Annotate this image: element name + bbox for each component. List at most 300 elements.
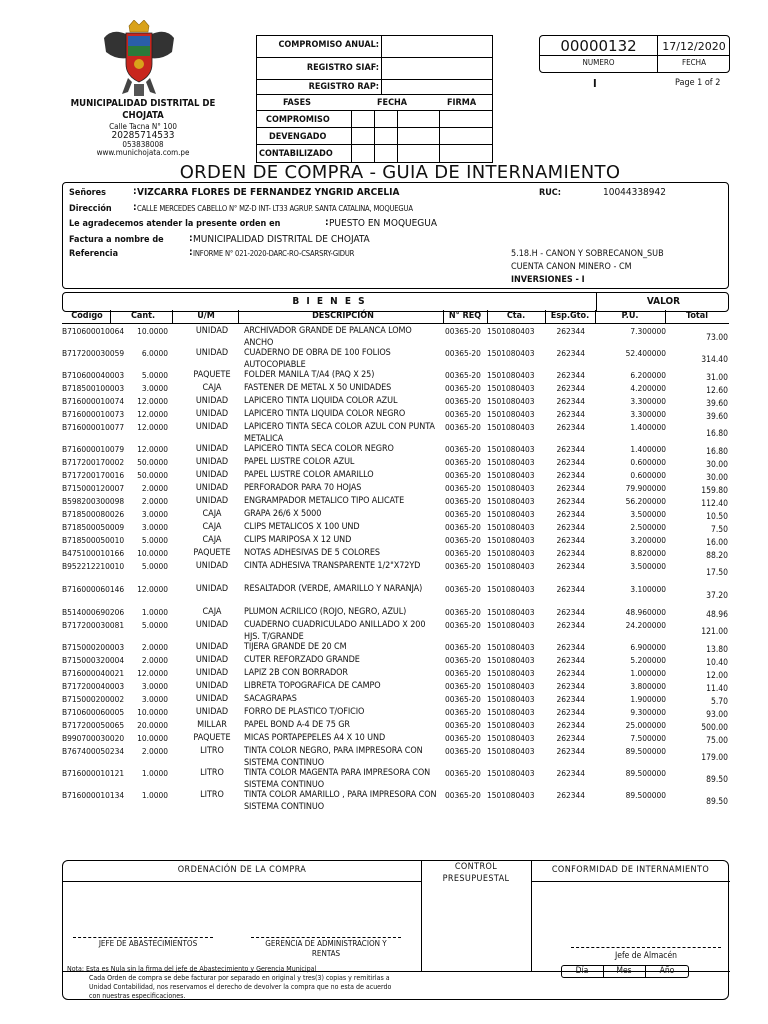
item-total: 75.00 — [706, 736, 728, 746]
item-unit: UNIDAD — [195, 668, 229, 678]
item-account: 1501080403 — [487, 768, 535, 778]
municipality-coat-of-arms — [98, 20, 180, 100]
item-description: PAPEL LUSTRE COLOR AMARILLO — [244, 470, 374, 480]
item-code: B716000010073 — [62, 409, 125, 419]
item-code: B514000690206 — [62, 607, 125, 617]
item-expense-code: 262344 — [556, 496, 585, 506]
item-code: B475100010166 — [62, 548, 125, 558]
item-quantity: 6.0000 — [141, 348, 168, 358]
item-code: B715000200002 — [62, 694, 125, 704]
item-unit-price: 3.300000 — [630, 396, 666, 406]
series-roman: I — [593, 77, 597, 90]
reference: INFORME N° 021-2020-DARC-RO-CSARSRY-GIDUR — [193, 249, 355, 258]
item-unit-price: 79.900000 — [625, 483, 666, 493]
item-unit: UNIDAD — [195, 707, 229, 717]
item-unit-price: 0.600000 — [630, 457, 666, 467]
item-account: 1501080403 — [487, 681, 535, 691]
item-description: SACAGRAPAS — [244, 694, 297, 704]
item-quantity: 50.0000 — [137, 470, 168, 480]
item-unit: PAQUETE — [193, 548, 231, 558]
item-account: 1501080403 — [487, 746, 535, 756]
item-unit: PAQUETE — [193, 733, 231, 743]
item-total: 30.00 — [706, 460, 728, 470]
item-unit: CAJA — [202, 535, 222, 545]
item-expense-code: 262344 — [556, 422, 585, 432]
item-code: B952212210010 — [62, 561, 125, 571]
item-expense-code: 262344 — [556, 409, 585, 419]
item-req-number: 00365-20 — [445, 768, 481, 778]
item-account: 1501080403 — [487, 383, 535, 393]
item-req-number: 00365-20 — [445, 746, 481, 756]
item-quantity: 50.0000 — [137, 457, 168, 467]
item-quantity: 3.0000 — [141, 681, 168, 691]
item-expense-code: 262344 — [556, 746, 585, 756]
item-account: 1501080403 — [487, 720, 535, 730]
item-account: 1501080403 — [487, 444, 535, 454]
item-unit-price: 8.820000 — [630, 548, 666, 558]
control-label-1: CONTROL — [454, 862, 498, 872]
item-unit-price: 4.200000 — [630, 383, 666, 393]
senores-label: Señores — [69, 188, 106, 198]
item-description: TINTA COLOR NEGRO, PARA IMPRESORA CON SISTEMA CONTINUO — [244, 746, 423, 768]
item-unit: UNIDAD — [195, 483, 229, 493]
item-description: CUTER REFORZADO GRANDE — [244, 655, 360, 665]
order-number-box — [539, 35, 730, 73]
item-quantity: 20.0000 — [137, 720, 168, 730]
item-total: 48.96 — [706, 610, 728, 620]
valor-label: VALOR — [646, 296, 681, 307]
item-code: B715000320004 — [62, 655, 125, 665]
fecha-header: FECHA — [377, 98, 408, 108]
item-unit-price: 89.500000 — [625, 746, 666, 756]
item-code: B767400050234 — [62, 746, 125, 756]
item-code: B710600010064 — [62, 326, 125, 336]
item-description: LAPICERO TINTA SECA COLOR AZUL CON PUNTA METALICA — [244, 422, 435, 444]
item-expense-code: 262344 — [556, 548, 585, 558]
item-account: 1501080403 — [487, 733, 535, 743]
item-code: B710600040003 — [62, 370, 125, 380]
item-unit-price: 0.600000 — [630, 470, 666, 480]
item-description: LAPICERO TINTA LIQUIDA COLOR AZUL — [244, 396, 398, 406]
item-account: 1501080403 — [487, 496, 535, 506]
item-req-number: 00365-20 — [445, 548, 481, 558]
item-quantity: 1.0000 — [141, 790, 168, 800]
item-expense-code: 262344 — [556, 561, 585, 571]
gerencia-label-2: RENTAS — [311, 949, 341, 958]
supplier-ruc: 10044338942 — [603, 187, 666, 198]
item-quantity: 12.0000 — [137, 409, 168, 419]
item-expense-code: 262344 — [556, 768, 585, 778]
item-description: CUADERNO DE OBRA DE 100 FOLIOS AUTOCOPIABLE — [244, 348, 391, 370]
item-total: 11.40 — [706, 684, 728, 694]
item-unit-price: 48.960000 — [625, 607, 666, 617]
item-code: B718500050010 — [62, 535, 125, 545]
item-unit: UNIDAD — [195, 584, 229, 594]
item-req-number: 00365-20 — [445, 642, 481, 652]
item-unit-price: 3.300000 — [630, 409, 666, 419]
item-description: NOTAS ADHESIVAS DE 5 COLORES — [244, 548, 380, 558]
commitment-box — [256, 35, 493, 163]
item-unit: MILLAR — [197, 720, 227, 730]
item-req-number: 00365-20 — [445, 383, 481, 393]
item-quantity: 10.0000 — [137, 707, 168, 717]
item-unit: CAJA — [202, 383, 222, 393]
item-description: CUADERNO CUADRICULADO ANILLADO X 200 HJS. T/GRANDE — [244, 620, 426, 642]
item-total: 39.60 — [706, 412, 728, 422]
item-total: 12.60 — [706, 386, 728, 396]
item-code: B716000010121 — [62, 768, 125, 778]
item-code: B710600060005 — [62, 707, 125, 717]
item-quantity: 12.0000 — [137, 584, 168, 594]
order-date-label: FECHA — [681, 58, 707, 67]
item-quantity: 3.0000 — [141, 694, 168, 704]
note-line-2: Cada Orden de compra se debe facturar por separado en original y tres(3) copias y remitirlas a — [89, 974, 390, 982]
item-description: CLIPS METALICOS X 100 UND — [244, 522, 360, 532]
ordenacion-label: ORDENACIÓN DE LA COMPRA — [177, 865, 307, 875]
item-description: FASTENER DE METAL X 50 UNIDADES — [244, 383, 392, 393]
item-code: B715000200003 — [62, 642, 125, 652]
item-unit: UNIDAD — [195, 457, 229, 467]
funding-source-1: 5.18.H - CANON Y SOBRECANON_SUB — [511, 249, 664, 259]
item-quantity: 12.0000 — [137, 444, 168, 454]
item-total: 500.00 — [701, 723, 728, 733]
item-req-number: 00365-20 — [445, 444, 481, 454]
municipality-ruc: 20285714533 — [111, 130, 175, 141]
item-code: B716000040021 — [62, 668, 125, 678]
item-description: LAPICERO TINTA LIQUIDA COLOR NEGRO — [244, 409, 406, 419]
order-date: 17/12/2020 — [662, 40, 726, 53]
order-number: 00000132 — [560, 37, 637, 55]
item-unit-price: 2.500000 — [630, 522, 666, 532]
item-description: FORRO DE PLASTICO T/OFICIO — [244, 707, 365, 717]
item-expense-code: 262344 — [556, 370, 585, 380]
item-quantity: 5.0000 — [141, 561, 168, 571]
item-quantity: 12.0000 — [137, 668, 168, 678]
item-req-number: 00365-20 — [445, 496, 481, 506]
item-total: 16.00 — [706, 538, 728, 548]
item-unit-price: 5.200000 — [630, 655, 666, 665]
item-total: 12.00 — [706, 671, 728, 681]
item-code: B716000010134 — [62, 790, 125, 800]
item-unit-price: 56.200000 — [625, 496, 666, 506]
item-unit-price: 89.500000 — [625, 790, 666, 800]
item-req-number: 00365-20 — [445, 396, 481, 406]
item-code: B716000010079 — [62, 444, 125, 454]
item-quantity: 3.0000 — [141, 509, 168, 519]
item-unit: UNIDAD — [195, 694, 229, 704]
firma-header: FIRMA — [447, 98, 477, 108]
phase-contabilizado: CONTABILIZADO — [259, 149, 333, 159]
item-expense-code: 262344 — [556, 444, 585, 454]
item-description: TINTA COLOR MAGENTA PARA IMPRESORA CON SISTEMA CONTINUO — [244, 768, 431, 790]
item-account: 1501080403 — [487, 655, 535, 665]
supplier-address: CALLE MERCEDES CABELLO N° MZ-D INT- LT33 AGRUP. SANTA CATALINA, MOQUEGUA — [137, 204, 413, 213]
item-unit: LITRO — [200, 790, 224, 800]
delivery-place: PUESTO EN MOQUEGUA — [329, 218, 438, 229]
item-unit-price: 7.300000 — [630, 326, 666, 336]
item-expense-code: 262344 — [556, 522, 585, 532]
direccion-label: Dirección — [69, 204, 112, 214]
control-label-2: PRESUPUESTAL — [442, 874, 510, 884]
item-code: B990700030020 — [62, 733, 125, 743]
item-req-number: 00365-20 — [445, 790, 481, 800]
phase-devengado: DEVENGADO — [269, 132, 327, 142]
item-expense-code: 262344 — [556, 642, 585, 652]
item-total: 179.00 — [701, 753, 728, 763]
item-total: 89.50 — [706, 775, 728, 785]
item-code: B716000010077 — [62, 422, 125, 432]
gerencia-label-1: GERENCIA DE ADMINISTRACION Y — [265, 939, 387, 948]
item-description: FOLDER MANILA T/A4 (PAQ X 25) — [244, 370, 375, 380]
item-description: PLUMON ACRILICO (ROJO, NEGRO, AZUL) — [244, 607, 407, 617]
col-codigo: Código — [71, 311, 103, 321]
item-unit: UNIDAD — [195, 681, 229, 691]
item-quantity: 10.0000 — [137, 326, 168, 336]
item-req-number: 00365-20 — [445, 681, 481, 691]
item-req-number: 00365-20 — [445, 620, 481, 630]
item-account: 1501080403 — [487, 694, 535, 704]
item-unit: UNIDAD — [195, 444, 229, 454]
item-code: B717200030059 — [62, 348, 125, 358]
item-account: 1501080403 — [487, 668, 535, 678]
item-unit-price: 7.500000 — [630, 733, 666, 743]
item-req-number: 00365-20 — [445, 733, 481, 743]
col-espgto: Esp.Gto. — [550, 311, 590, 321]
item-description: CLIPS MARIPOSA X 12 UND — [244, 535, 352, 545]
item-account: 1501080403 — [487, 561, 535, 571]
atender-label: Le agradecemos atender la presente orden en — [69, 219, 281, 229]
municipality-website: www.munichojata.com.pe — [96, 148, 190, 157]
item-account: 1501080403 — [487, 409, 535, 419]
item-unit-price: 1.400000 — [630, 444, 666, 454]
item-expense-code: 262344 — [556, 790, 585, 800]
item-code: B598200300098 — [62, 496, 125, 506]
item-unit: UNIDAD — [195, 326, 229, 336]
supplier-box: Señores : VIZCARRA FLORES DE FERNANDEZ YNGRID ARCELIA RUC: 10044338942 Dirección : CALLE MERCEDES CABELLO N° MZ-D INT- LT33 AGRUP. SANTA CATALINA, MOQUEGUA Le agradecemos atender la presente orden en : PUESTO EN MOQUEGUA Factura a nombre de : MUNICIPALIDAD DISTRITAL DE CHOJATA Referencia : INFORME N° 021-2020-DARC-RO-CSARSRY-GIDUR 5.18.H - CANON Y SOBRECANON_SUB CUENTA CANON MINERO - CM INVERSIONES - I — [62, 182, 729, 289]
item-expense-code: 262344 — [556, 707, 585, 717]
item-expense-code: 262344 — [556, 720, 585, 730]
item-total: 10.50 — [706, 512, 728, 522]
item-code: B717200040003 — [62, 681, 125, 691]
registro-siaf-label: REGISTRO SIAF: — [306, 63, 379, 73]
item-req-number: 00365-20 — [445, 370, 481, 380]
item-code: B715000120007 — [62, 483, 125, 493]
col-descripcion: DESCRIPCIÓN — [312, 311, 374, 321]
item-quantity: 2.0000 — [141, 496, 168, 506]
item-account: 1501080403 — [487, 483, 535, 493]
item-description: LAPIZ 2B CON BORRADOR — [244, 668, 348, 678]
item-req-number: 00365-20 — [445, 535, 481, 545]
funding-source-3: INVERSIONES - I — [511, 275, 585, 285]
item-quantity: 12.0000 — [137, 396, 168, 406]
item-unit-price: 1.900000 — [630, 694, 666, 704]
item-quantity: 5.0000 — [141, 535, 168, 545]
item-total: 16.80 — [706, 429, 728, 439]
item-total: 17.50 — [706, 568, 728, 578]
item-req-number: 00365-20 — [445, 694, 481, 704]
item-unit: UNIDAD — [195, 496, 229, 506]
invoice-to: MUNICIPALIDAD DISTRITAL DE CHOJATA — [193, 234, 370, 245]
note-line-3: Unidad Contabilidad, nos reservamos el derecho de devolver la compra que no esta de acuerdo — [89, 983, 392, 991]
item-unit: CAJA — [202, 509, 222, 519]
item-expense-code: 262344 — [556, 483, 585, 493]
item-unit-price: 1.400000 — [630, 422, 666, 432]
item-total: 31.00 — [706, 373, 728, 383]
goods-section-header — [62, 292, 729, 312]
page-indicator: Page 1 of 2 — [675, 78, 721, 88]
item-unit-price: 3.500000 — [630, 509, 666, 519]
item-quantity: 3.0000 — [141, 383, 168, 393]
item-description: TIJERA GRANDE DE 20 CM — [244, 642, 347, 652]
item-code: B718500100003 — [62, 383, 125, 393]
item-quantity: 1.0000 — [141, 768, 168, 778]
item-description: TINTA COLOR AMARILLO , PARA IMPRESORA CON SISTEMA CONTINUO — [244, 790, 437, 812]
item-account: 1501080403 — [487, 620, 535, 630]
conformidad-label: CONFORMIDAD DE INTERNAMIENTO — [551, 865, 710, 875]
item-expense-code: 262344 — [556, 509, 585, 519]
item-account: 1501080403 — [487, 422, 535, 432]
item-total: 93.00 — [706, 710, 728, 720]
item-account: 1501080403 — [487, 470, 535, 480]
item-req-number: 00365-20 — [445, 522, 481, 532]
municipality-address: Calle Tacna N° 100 — [109, 122, 177, 131]
item-total: 16.80 — [706, 447, 728, 457]
item-description: LAPICERO TINTA SECA COLOR NEGRO — [244, 444, 394, 454]
item-req-number: 00365-20 — [445, 607, 481, 617]
item-expense-code: 262344 — [556, 457, 585, 467]
item-code: B716000010074 — [62, 396, 125, 406]
col-cantidad: Cant. — [130, 311, 156, 321]
col-nreq: N° REQ — [448, 311, 482, 321]
item-description: RESALTADOR (VERDE, AMARILLO Y NARANJA) — [244, 584, 423, 594]
item-req-number: 00365-20 — [445, 584, 481, 594]
item-req-number: 00365-20 — [445, 457, 481, 467]
signature-box — [62, 860, 729, 1000]
item-expense-code: 262344 — [556, 470, 585, 480]
item-expense-code: 262344 — [556, 535, 585, 545]
item-expense-code: 262344 — [556, 620, 585, 630]
item-code: B717200170002 — [62, 457, 125, 467]
compromiso-anual-label: COMPROMISO ANUAL: — [278, 40, 379, 50]
item-expense-code: 262344 — [556, 348, 585, 358]
item-quantity: 5.0000 — [141, 620, 168, 630]
item-description: LIBRETA TOPOGRAFICA DE CAMPO — [244, 681, 381, 691]
item-total: 121.00 — [701, 627, 728, 637]
item-unit: UNIDAD — [195, 620, 229, 630]
item-req-number: 00365-20 — [445, 470, 481, 480]
note-line-1: Nota: Esta es Nula sin la firma del jefe de Abastecimiento y Gerencia Municipal — [67, 965, 317, 973]
item-req-number: 00365-20 — [445, 655, 481, 665]
supplier-name: VIZCARRA FLORES DE FERNANDEZ YNGRID ARCELIA — [137, 187, 400, 198]
item-unit: UNIDAD — [195, 470, 229, 480]
item-account: 1501080403 — [487, 509, 535, 519]
item-code: B717200050065 — [62, 720, 125, 730]
item-expense-code: 262344 — [556, 668, 585, 678]
col-cta: Cta. — [506, 311, 526, 321]
item-total: 89.50 — [706, 797, 728, 807]
item-account: 1501080403 — [487, 607, 535, 617]
item-description: ENGRAMPADOR METALICO TIPO ALICATE — [244, 496, 405, 506]
item-quantity: 12.0000 — [137, 422, 168, 432]
item-description: ARCHIVADOR GRANDE DE PALANCA LOMO ANCHO — [244, 326, 412, 348]
item-expense-code: 262344 — [556, 694, 585, 704]
note-line-4: con nuestras especificaciones. — [89, 992, 186, 1000]
municipality-name: MUNICIPALIDAD DISTRITAL DE CHOJATA — [70, 98, 216, 121]
item-total: 5.70 — [710, 697, 728, 707]
item-expense-code: 262344 — [556, 584, 585, 594]
item-account: 1501080403 — [487, 326, 535, 336]
item-account: 1501080403 — [487, 457, 535, 467]
item-expense-code: 262344 — [556, 396, 585, 406]
item-description: CINTA ADHESIVA TRANSPARENTE 1/2"X72YD — [244, 561, 421, 571]
col-total: Total — [686, 311, 708, 321]
item-unit: UNIDAD — [195, 561, 229, 571]
item-expense-code: 262344 — [556, 681, 585, 691]
item-description: PERFORADOR PARA 70 HOJAS — [244, 483, 362, 493]
item-unit: UNIDAD — [195, 642, 229, 652]
municipality-phone: 053838008 — [122, 140, 164, 149]
ruc-label: RUC: — [539, 188, 561, 198]
col-um: U/M — [197, 311, 215, 321]
item-code: B717200030081 — [62, 620, 125, 630]
item-account: 1501080403 — [487, 396, 535, 406]
item-expense-code: 262344 — [556, 733, 585, 743]
item-unit: LITRO — [200, 768, 224, 778]
col-pu: P.U. — [621, 311, 639, 321]
item-total: 10.40 — [706, 658, 728, 668]
anio-label: Año — [659, 966, 675, 976]
jefe-almacen-label: Jefe de Almacén — [614, 951, 678, 961]
item-quantity: 2.0000 — [141, 746, 168, 756]
funding-source-2: CUENTA CANON MINERO - CM — [511, 262, 632, 272]
item-unit: UNIDAD — [195, 655, 229, 665]
item-quantity: 5.0000 — [141, 370, 168, 380]
jefe-abastecimientos-label: JEFE DE ABASTECIMIENTOS — [98, 939, 198, 948]
item-quantity: 10.0000 — [137, 548, 168, 558]
item-unit: LITRO — [200, 746, 224, 756]
item-unit: UNIDAD — [195, 396, 229, 406]
item-unit-price: 3.800000 — [630, 681, 666, 691]
item-account: 1501080403 — [487, 548, 535, 558]
item-req-number: 00365-20 — [445, 720, 481, 730]
table-column-headers — [62, 310, 729, 324]
item-code: B718500050009 — [62, 522, 125, 532]
item-req-number: 00365-20 — [445, 348, 481, 358]
item-unit: UNIDAD — [195, 422, 229, 432]
item-unit-price: 89.500000 — [625, 768, 666, 778]
item-description: MICAS PORTAPEPELES A4 X 10 UND — [244, 733, 386, 743]
item-unit: CAJA — [202, 607, 222, 617]
item-expense-code: 262344 — [556, 383, 585, 393]
item-account: 1501080403 — [487, 584, 535, 594]
item-unit-price: 6.900000 — [630, 642, 666, 652]
item-req-number: 00365-20 — [445, 707, 481, 717]
item-req-number: 00365-20 — [445, 561, 481, 571]
item-unit-price: 3.100000 — [630, 584, 666, 594]
item-req-number: 00365-20 — [445, 422, 481, 432]
item-unit-price: 3.200000 — [630, 535, 666, 545]
item-unit: UNIDAD — [195, 348, 229, 358]
item-total: 37.20 — [706, 591, 728, 601]
item-total: 13.80 — [706, 645, 728, 655]
item-unit-price: 24.200000 — [625, 620, 666, 630]
item-unit-price: 1.000000 — [630, 668, 666, 678]
item-expense-code: 262344 — [556, 326, 585, 336]
item-quantity: 2.0000 — [141, 483, 168, 493]
item-account: 1501080403 — [487, 790, 535, 800]
factura-label: Factura a nombre de — [69, 235, 164, 245]
dia-label: Día — [575, 966, 589, 976]
